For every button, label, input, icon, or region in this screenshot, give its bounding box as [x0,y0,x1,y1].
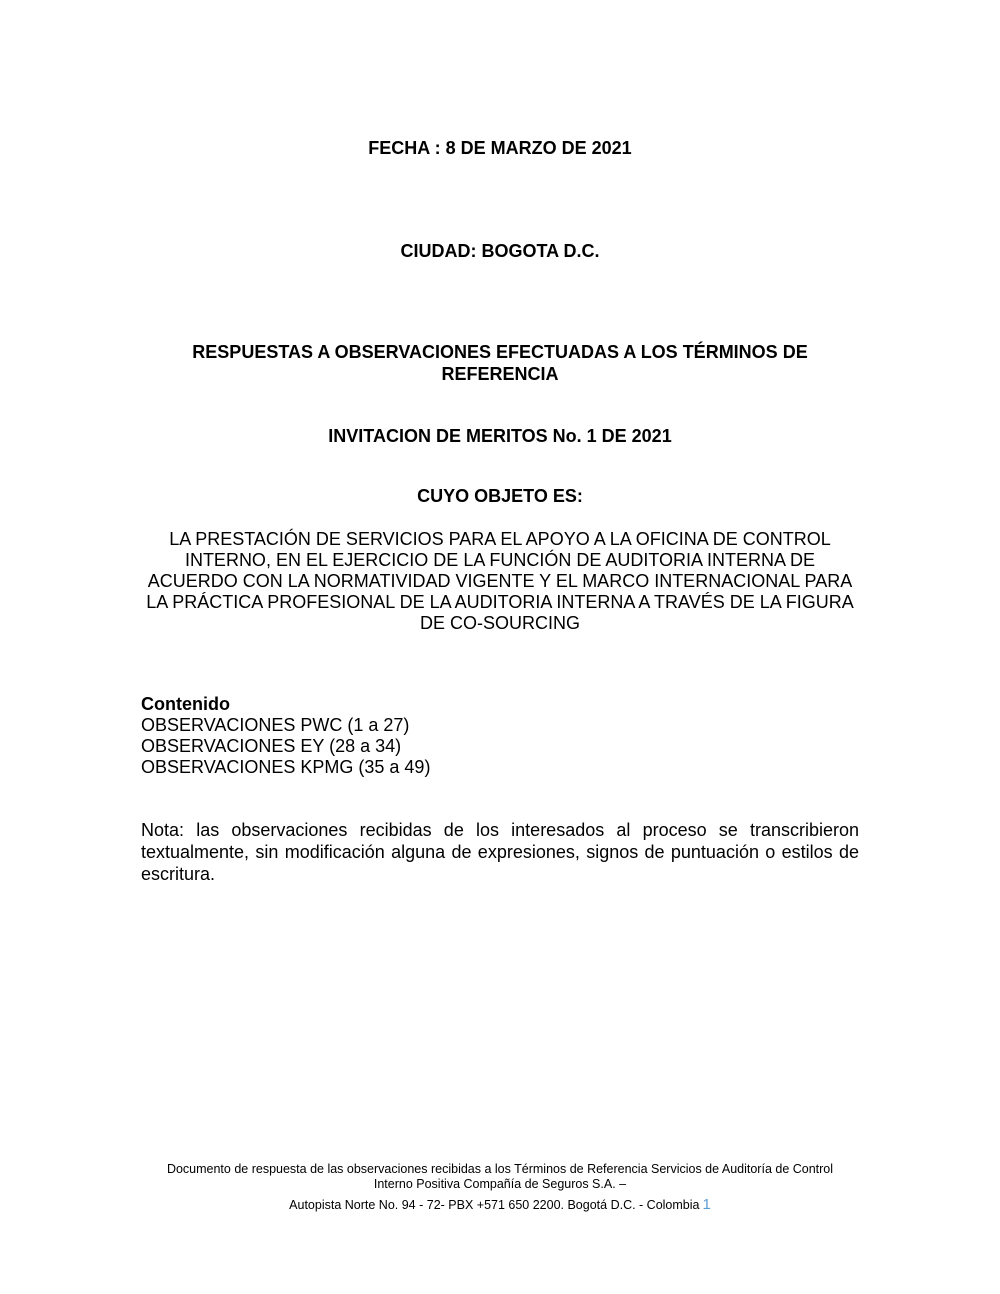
footer-company-line: Documento de respuesta de las observaciones recibidas a los Términos de Referencia Servicios de Auditoría de Control [166,1162,834,1176]
date-line: FECHA : 8 DE MARZO DE 2021 [368,138,632,158]
city-line: CIUDAD: BOGOTA D.C. [400,241,600,261]
footer-company-line: Interno Positiva Compañía de Seguros S.A. – [373,1177,627,1191]
object-paragraph: LA PRESTACIÓN DE SERVICIOS PARA EL APOYO A LA OFICINA DE CONTROL INTERNO, EN EL EJERCICIO DE LA FUNCIÓN DE AUDITORIA INTERNA DE ACUERDO CON LA NORMATIVIDAD VIGENTE Y EL MARCO INTERNACIONAL PARA LA PRÁCTICA PROFESIONAL DE LA AUDITORIA INTERNA A TRAVÉS DE LA FIGURA DE CO-SOURCING [146,529,854,633]
object-heading: CUYO OBJETO ES: [417,486,583,506]
note-paragraph: Nota: las observaciones recibidas de los interesados al proceso se transcribieron textualmente, sin modificación alguna de expresiones, signos de puntuación o estilos de escritura. [141,820,859,884]
contents-item: OBSERVACIONES PWC (1 a 27) [141,715,410,735]
contents-item: OBSERVACIONES KPMG (35 a 49) [141,757,431,777]
footer-company [141,1162,859,1192]
footer-address-line: Autopista Norte No. 94 - 72- PBX +571 650 2200. Bogotá D.C. - Colombia [289,1198,700,1212]
footer-address [141,1196,859,1214]
invitation-line: INVITACION DE MERITOS No. 1 DE 2021 [328,426,672,446]
page-number: 1 [702,1196,711,1213]
contents-heading: Contenido [141,694,230,714]
document-title: RESPUESTAS A OBSERVACIONES EFECTUADAS A LOS TÉRMINOS DE REFERENCIA [192,342,808,384]
contents-section [141,694,859,778]
contents-item: OBSERVACIONES EY (28 a 34) [141,736,402,756]
